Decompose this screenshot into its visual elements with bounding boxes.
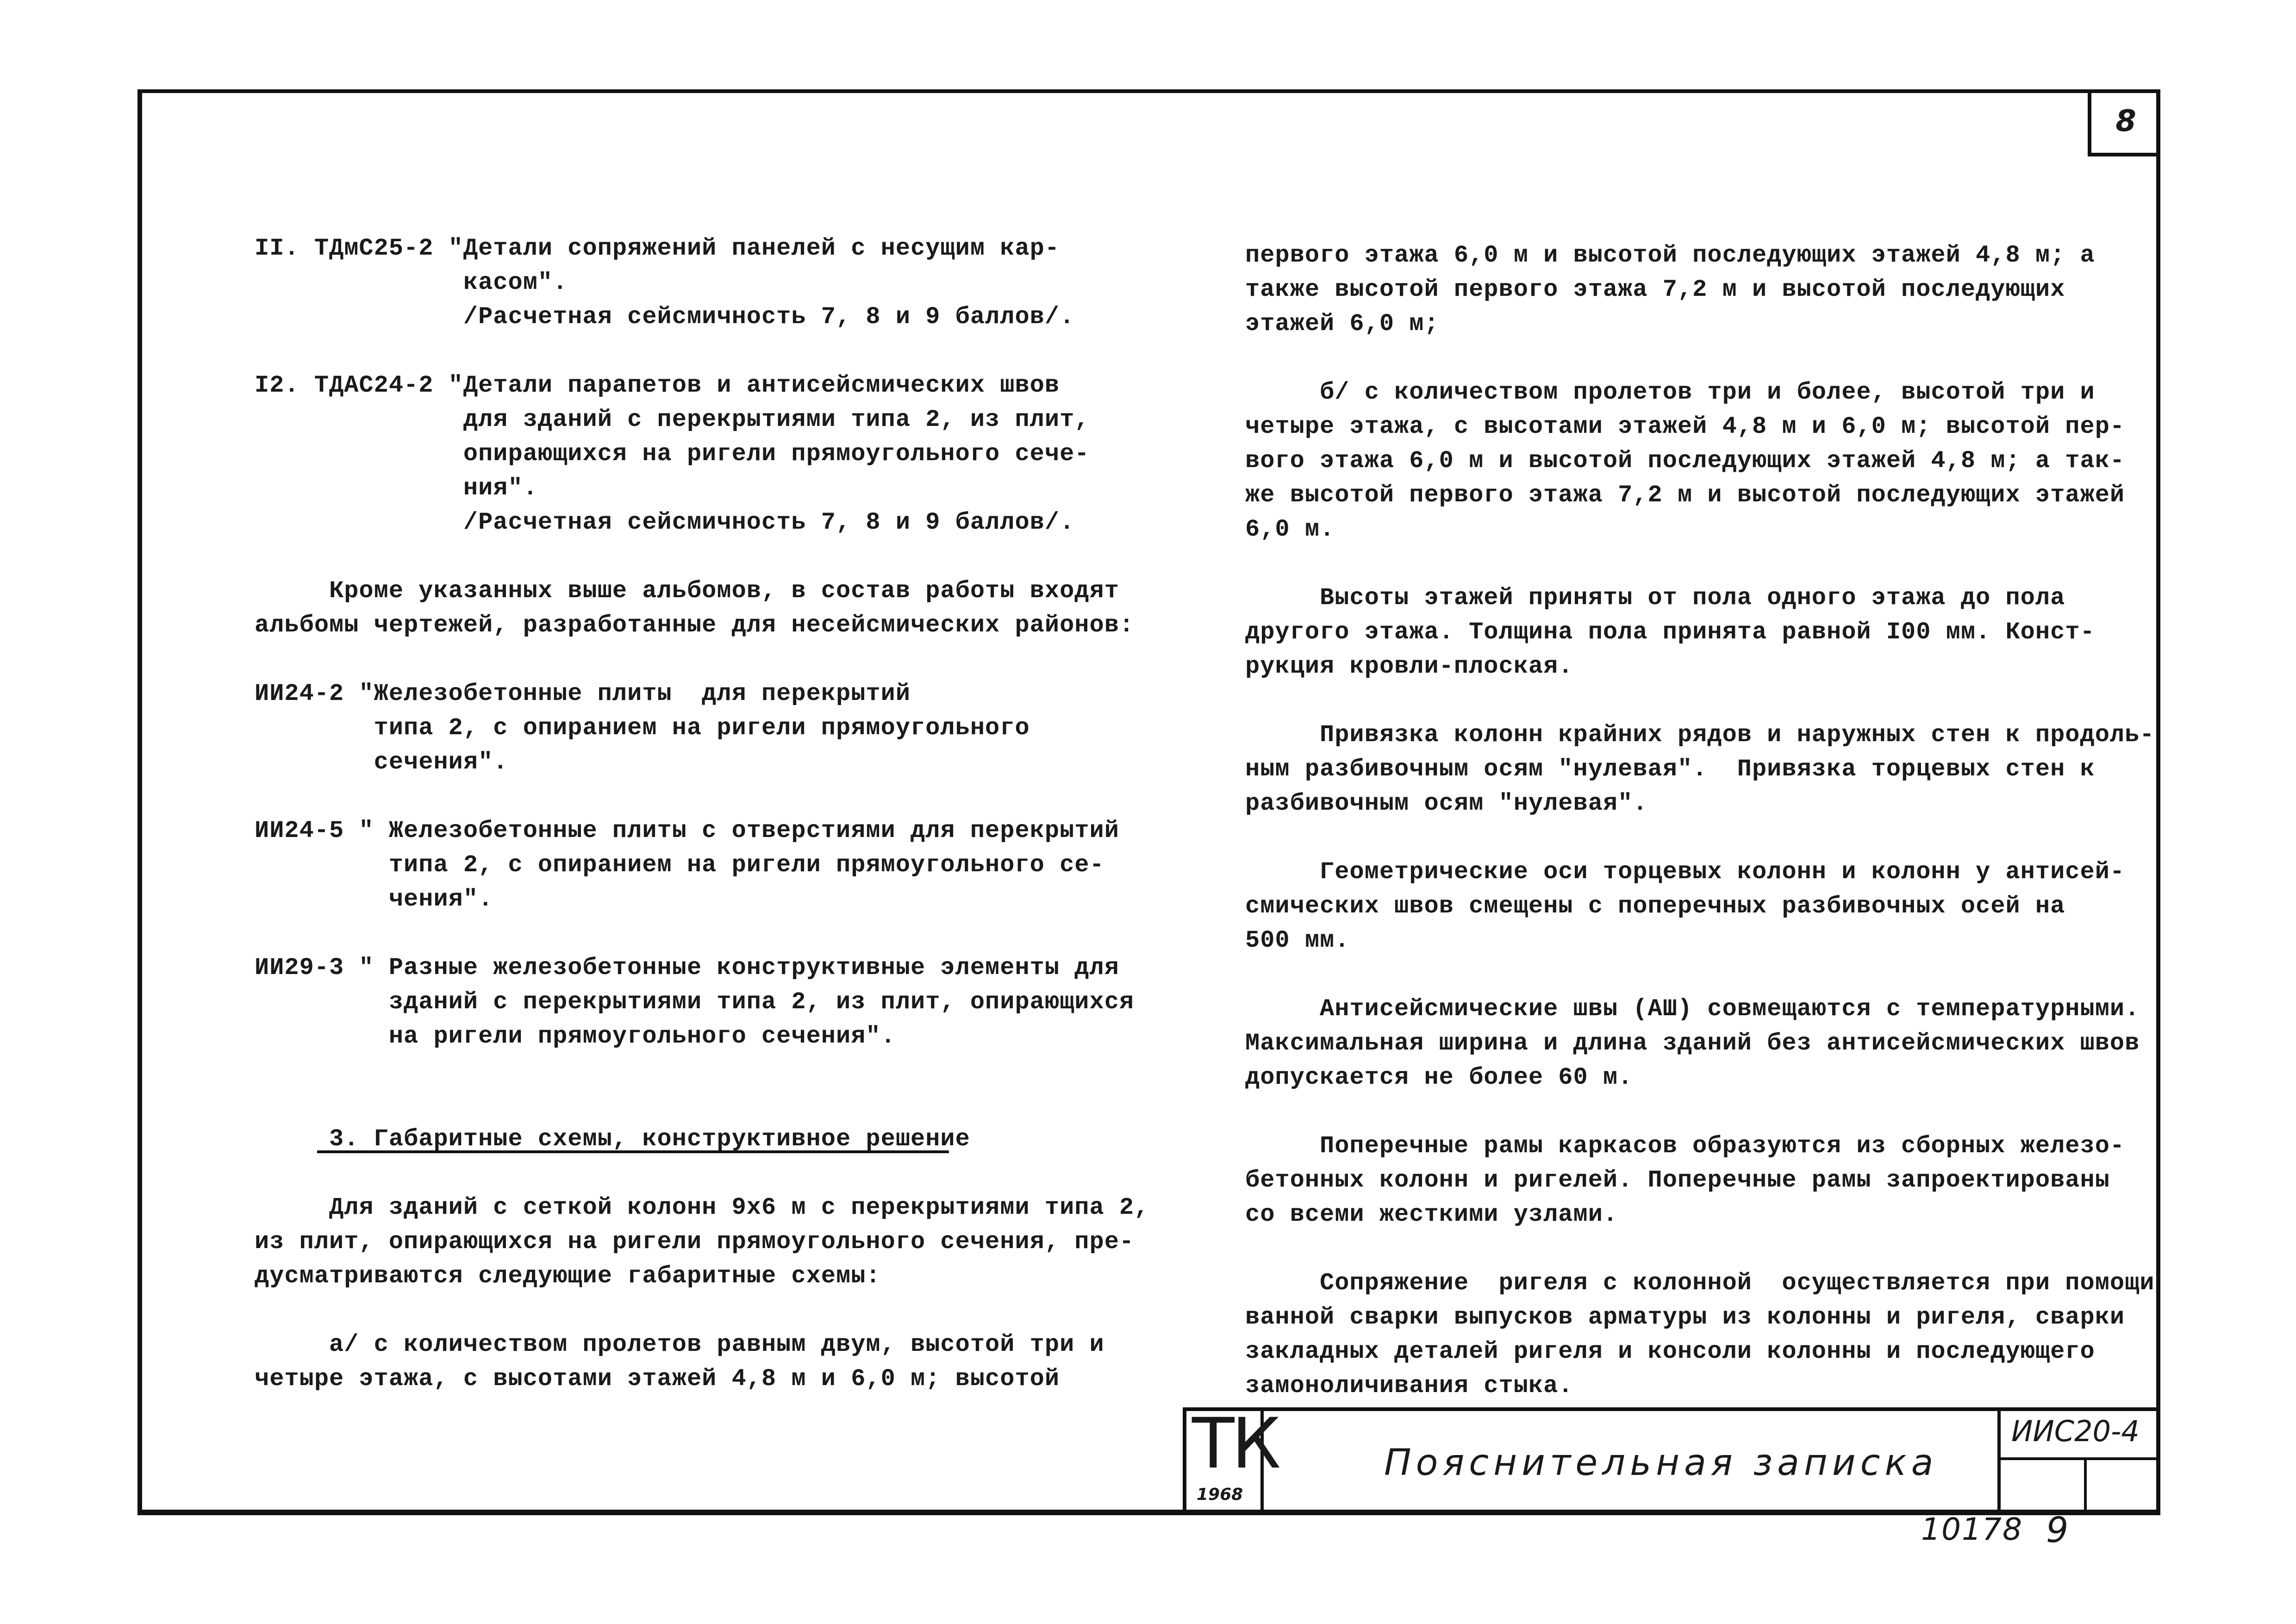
text-line: этажей 6,0 м; bbox=[1245, 310, 1439, 337]
text-line bbox=[255, 540, 1149, 574]
text-line bbox=[1245, 341, 2155, 375]
left-column bbox=[255, 231, 1149, 1396]
sheet-id: 10178 bbox=[1921, 1512, 2023, 1547]
text-line: вого этажа 6,0 м и высотой последующих этажей 4,8 м; а так- bbox=[1245, 447, 2125, 475]
album-code: ИИС20-4 bbox=[2011, 1414, 2140, 1448]
text-line: первого этажа 6,0 м и высотой последующих этажей 4,8 м; а bbox=[1245, 242, 2095, 269]
text-line bbox=[255, 1088, 1149, 1122]
text-line: допускается не более 60 м. bbox=[1245, 1064, 1633, 1091]
text-line: касом". bbox=[255, 269, 568, 296]
text-line: /Расчетная сейсмичность 7, 8 и 9 баллов/. bbox=[255, 303, 1075, 331]
text-line: рукция кровли-плоская. bbox=[1245, 653, 1573, 680]
text-line: четыре этажа, с высотами этажей 4,8 м и 6,0 м; высотой пер- bbox=[1245, 413, 2125, 440]
text-line bbox=[255, 334, 1149, 369]
text-line bbox=[255, 1293, 1149, 1328]
text-line bbox=[255, 780, 1149, 814]
text-line: II. ТДмС25-2 "Детали сопряжений панелей с несущим кар- bbox=[255, 235, 1060, 262]
text-line: /Расчетная сейсмичность 7, 8 и 9 баллов/. bbox=[255, 509, 1075, 536]
text-line: разбивочным осям "нулевая". bbox=[1245, 790, 1648, 817]
text-line: Антисейсмические швы (АШ) совмещаются с температурными. bbox=[1245, 995, 2140, 1023]
tk-year: 1968 bbox=[1197, 1485, 1243, 1504]
text-line: закладных деталей ригеля и консоли колонны и последующего bbox=[1245, 1338, 2095, 1365]
text-line bbox=[1245, 1095, 2155, 1129]
heading-underline bbox=[317, 1150, 949, 1153]
text-line: опирающихся на ригели прямоугольного сече- bbox=[255, 440, 1090, 468]
text-line bbox=[1245, 684, 2155, 718]
text-line: альбомы чертежей, разработанные для несейсмических районов: bbox=[255, 612, 1135, 639]
text-line: 6,0 м. bbox=[1245, 516, 1335, 543]
code-row-divider bbox=[2001, 1457, 2160, 1460]
text-line: бетонных колонн и ригелей. Поперечные рамы запроектированы bbox=[1245, 1167, 2110, 1194]
text-line: типа 2, с опиранием на ригели прямоугольного се- bbox=[255, 851, 1104, 879]
text-line: замоноличивания стыка. bbox=[1245, 1372, 1573, 1399]
page-number: 8 bbox=[2088, 89, 2160, 156]
text-line: дусматриваются следующие габаритные схемы: bbox=[255, 1262, 881, 1290]
text-line: Кроме указанных выше альбомов, в состав работы входят bbox=[255, 577, 1119, 605]
text-line: для зданий с перекрытиями типа 2, из плит, bbox=[255, 406, 1090, 433]
text-line: также высотой первого этажа 7,2 м и высотой последующих bbox=[1245, 276, 2065, 303]
text-line: ИИ24-2 "Железобетонные плиты для перекрытий bbox=[255, 680, 911, 707]
text-line bbox=[1245, 547, 2155, 581]
tk-letters: ТК bbox=[1192, 1404, 1279, 1484]
sheet-number: 9 bbox=[2046, 1509, 2069, 1550]
text-line: Поперечные рамы каркасов образуются из сборных железо- bbox=[1245, 1132, 2125, 1160]
text-line bbox=[1245, 821, 2155, 855]
text-line: Высоты этажей приняты от пола одного этажа до пола bbox=[1245, 584, 2065, 612]
text-line: смических швов смещены с поперечных разбивочных осей на bbox=[1245, 893, 2065, 920]
text-line: со всеми жесткими узлами. bbox=[1245, 1201, 1618, 1228]
text-line: Привязка колонн крайних рядов и наружных стен к продоль- bbox=[1245, 721, 2155, 749]
text-line: б/ с количеством пролетов три и более, высотой три и bbox=[1245, 379, 2095, 406]
text-line: 3. Габаритные схемы, конструктивное решение bbox=[255, 1125, 970, 1153]
text-line: на ригели прямоугольного сечения". bbox=[255, 1023, 896, 1050]
stamp-title: Пояснительная записка bbox=[1384, 1442, 1938, 1484]
text-line bbox=[1245, 958, 2155, 992]
text-line: а/ с количеством пролетов равным двум, высотой три и bbox=[255, 1331, 1104, 1358]
text-line: ИИ24-5 " Железобетонные плиты с отверстиями для перекрытий bbox=[255, 817, 1119, 844]
text-line: сечения". bbox=[255, 749, 508, 776]
text-line: ИИ29-3 " Разные железобетонные конструктивные элементы для bbox=[255, 954, 1119, 981]
tk-mark bbox=[1183, 1404, 1279, 1515]
text-line: другого этажа. Толщина пола принята равной I00 мм. Конст- bbox=[1245, 618, 2095, 646]
text-line: Сопряжение ригеля с колонной осуществляется при помощи bbox=[1245, 1269, 2155, 1297]
text-line: ния". bbox=[255, 475, 538, 502]
text-line bbox=[255, 1156, 1149, 1191]
right-column bbox=[1245, 238, 2155, 1403]
text-line: ванной сварки выпусков арматуры из колонны и ригеля, сварки bbox=[1245, 1304, 2125, 1331]
text-line: ным разбивочным осям "нулевая". Привязка торцевых стен к bbox=[1245, 756, 2095, 783]
text-line: 500 мм. bbox=[1245, 927, 1350, 954]
text-line bbox=[255, 643, 1149, 677]
code-split-divider bbox=[2084, 1457, 2087, 1515]
text-line: типа 2, с опиранием на ригели прямоугольного bbox=[255, 714, 1030, 742]
text-line bbox=[1245, 1232, 2155, 1266]
text-line bbox=[255, 917, 1149, 951]
text-line: из плит, опирающихся на ригели прямоугольного сечения, пре- bbox=[255, 1228, 1135, 1255]
text-line: чения". bbox=[255, 886, 493, 913]
text-line: же высотой первого этажа 7,2 м и высотой последующих этажей bbox=[1245, 481, 2125, 509]
text-line: зданий с перекрытиями типа 2, из плит, опирающихся bbox=[255, 988, 1135, 1016]
text-line: Максимальная ширина и длина зданий без антисейсмических швов bbox=[1245, 1030, 2140, 1057]
text-line: Геометрические оси торцевых колонн и колонн у антисей- bbox=[1245, 858, 2125, 886]
text-line: Для зданий с сеткой колонн 9х6 м с перекрытиями типа 2, bbox=[255, 1194, 1149, 1221]
text-line: I2. ТДАС24-2 "Детали парапетов и антисейсмических швов bbox=[255, 372, 1060, 399]
text-line bbox=[255, 1054, 1149, 1088]
text-line: четыре этажа, с высотами этажей 4,8 м и 6,0 м; высотой bbox=[255, 1365, 1060, 1393]
